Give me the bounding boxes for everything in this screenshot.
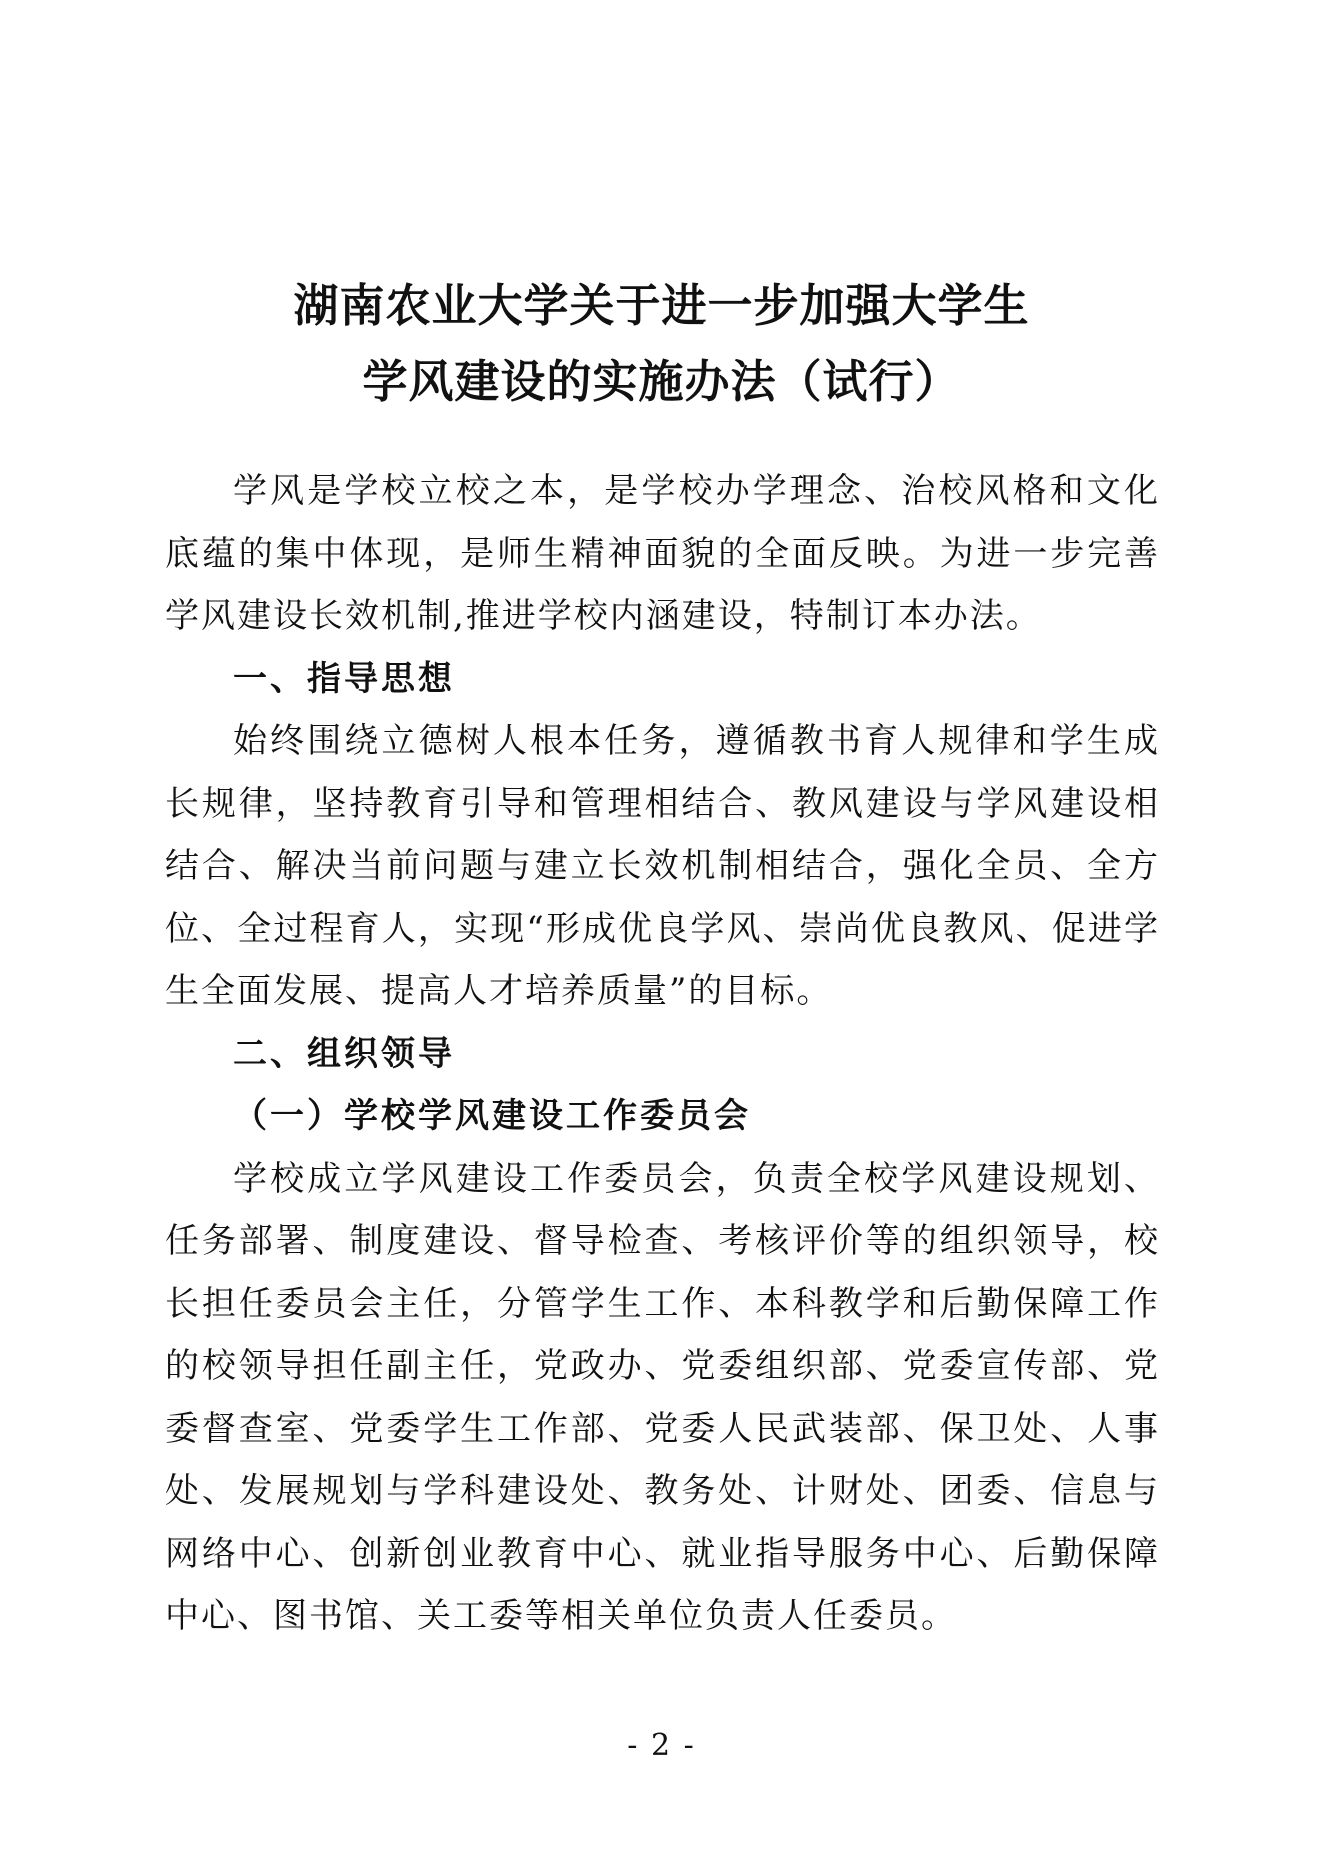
subsection-heading-committee: （一）学校学风建设工作委员会 [233,1096,751,1136]
committee-paragraph: 学校成立学风建设工作委员会，负责全校学风建设规划、任务部署、制度建设、督导检查、考核评价等的组织领导，校长担任委员会主任，分管学生工作、本科教学和后勤保障工作的校领导担任副主任，党政办、党委组织部、党委宣传部、党委督查室、党委学生工作部、党委人民武装部、保卫处、人事处、发展规划与学科建设处、教务处、计财处、团委、信息与网络中心、创新创业教育中心、就业指导服务中心、后勤保障中心、图书馆、关工委等相关单位负责人任委员。 [165,1158,1160,1636]
intro-paragraph: 学风是学校立校之本，是学校办学理念、治校风格和文化底蕴的集中体现，是师生精神面貌的全面反映。为进一步完善学风建设长效机制,推进学校内涵建设，特制订本办法。 [165,471,1160,636]
section-heading-guiding-ideology: 一、指导思想 [233,658,455,699]
section-heading-organization: 二、组织领导 [233,1033,455,1074]
document-title [160,268,1163,420]
document-body [165,460,1160,1648]
guiding-ideology-paragraph: 始终围绕立德树人根本任务，遵循教书育人规律和学生成长规律，坚持教育引导和管理相结合、教风建设与学风建设相结合、解决当前问题与建立长效机制相结合，强化全员、全方位、全过程育人，实现“形成优良学风、崇尚优良教风、促进学生全面发展、提高人才培养质量”的目标。 [165,721,1160,1011]
title-line-1: 湖南农业大学关于进一步加强大学生 [293,279,1030,332]
title-line-2: 学风建设的实施办法（试行） [362,355,961,408]
page-number: - 2 - [627,1728,696,1763]
